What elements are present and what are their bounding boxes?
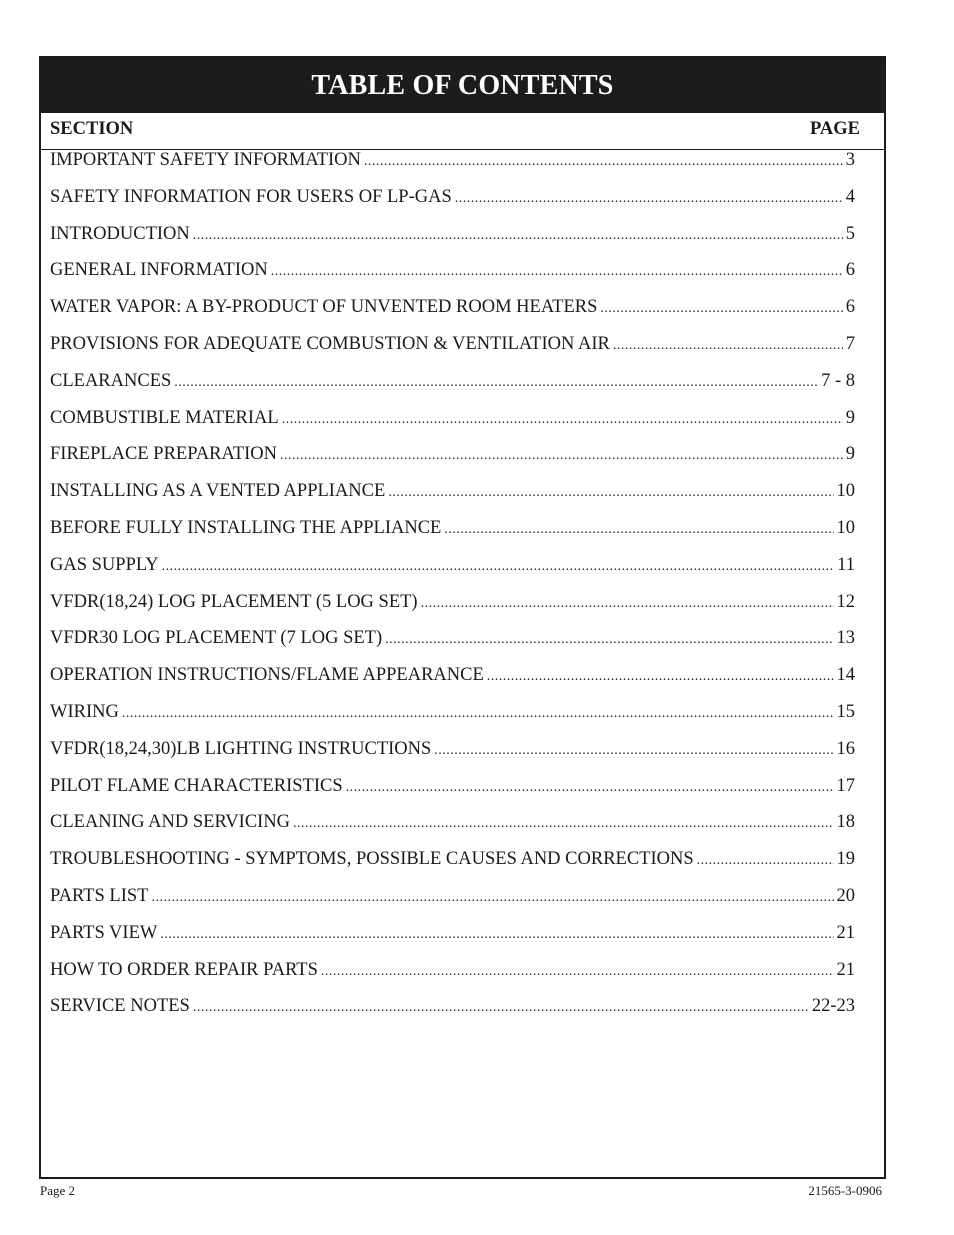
dot-leader xyxy=(434,743,833,759)
dot-leader xyxy=(160,927,833,943)
toc-entry xyxy=(50,408,855,445)
dot-leader xyxy=(174,375,818,391)
dot-leader xyxy=(271,264,843,280)
toc-entry xyxy=(50,628,855,665)
toc-entry-title: GENERAL INFORMATION xyxy=(50,260,268,281)
toc-entry xyxy=(50,776,855,813)
toc-entry-page: 9 xyxy=(845,444,855,465)
toc-entry-page: 11 xyxy=(837,554,855,575)
dot-leader xyxy=(613,338,843,354)
toc-entry xyxy=(50,150,855,187)
toc-entry-list xyxy=(50,150,855,1033)
dot-leader xyxy=(444,522,833,538)
toc-entry xyxy=(50,739,855,776)
toc-entry-page: 18 xyxy=(836,812,855,833)
toc-entry xyxy=(50,260,855,297)
dot-leader xyxy=(280,448,843,464)
toc-entry-title: VFDR(18,24) LOG PLACEMENT (5 LOG SET) xyxy=(50,591,418,612)
toc-entry-title: PARTS VIEW xyxy=(50,922,158,943)
toc-entry-page: 6 xyxy=(845,260,855,281)
toc-entry-page: 17 xyxy=(836,775,855,796)
dot-leader xyxy=(122,706,834,722)
toc-entry-title: BEFORE FULLY INSTALLING THE APPLIANCE xyxy=(50,517,442,538)
footer-document-number: 21565-3-0906 xyxy=(808,1183,882,1198)
dot-leader xyxy=(364,154,843,170)
toc-entry xyxy=(50,923,855,960)
toc-entry-title: SERVICE NOTES xyxy=(50,996,190,1017)
toc-entry-title: HOW TO ORDER REPAIR PARTS xyxy=(50,959,318,980)
toc-entry-title: SAFETY INFORMATION FOR USERS OF LP-GAS xyxy=(50,186,452,207)
toc-entry-title: TROUBLESHOOTING - SYMPTOMS, POSSIBLE CAUSES AND CORRECTIONS xyxy=(50,849,694,870)
toc-entry-page: 19 xyxy=(836,849,855,870)
toc-entry-title: PARTS LIST xyxy=(50,885,149,906)
toc-entry xyxy=(50,592,855,629)
dot-leader xyxy=(346,780,834,796)
toc-entry-page: 3 xyxy=(845,150,855,170)
toc-entry-page: 7 xyxy=(845,333,855,354)
toc-entry-title: VFDR(18,24,30)LB LIGHTING INSTRUCTIONS xyxy=(50,738,432,759)
toc-entry-title: COMBUSTIBLE MATERIAL xyxy=(50,407,279,428)
toc-entry-page: 22-23 xyxy=(811,996,855,1017)
toc-entry-title: FIREPLACE PREPARATION xyxy=(50,444,278,465)
toc-entry-title: OPERATION INSTRUCTIONS/FLAME APPEARANCE xyxy=(50,665,484,686)
toc-entry-page: 9 xyxy=(845,407,855,428)
toc-entry xyxy=(50,371,855,408)
toc-entry-title: INSTALLING AS A VENTED APPLIANCE xyxy=(50,481,386,502)
section-column-header: SECTION xyxy=(50,119,134,139)
toc-entry-page: 12 xyxy=(836,591,855,612)
toc-entry-page: 13 xyxy=(836,628,855,649)
toc-entry xyxy=(50,518,855,555)
column-headers xyxy=(41,113,884,150)
toc-entry-page: 10 xyxy=(836,517,855,538)
toc-entry-title: IMPORTANT SAFETY INFORMATION xyxy=(50,150,361,170)
toc-entry-title: CLEARANCES xyxy=(50,370,172,391)
toc-entry-title: PROVISIONS FOR ADEQUATE COMBUSTION & VENTILATION AIR xyxy=(50,333,610,354)
toc-entry xyxy=(50,886,855,923)
toc-entry-title: VFDR30 LOG PLACEMENT (7 LOG SET) xyxy=(50,628,383,649)
dot-leader xyxy=(600,301,842,317)
dot-leader xyxy=(193,1000,809,1016)
dot-leader xyxy=(697,853,834,869)
toc-entry-page: 16 xyxy=(836,738,855,759)
toc-entry-page: 20 xyxy=(836,885,855,906)
toc-entry-page: 6 xyxy=(845,297,855,318)
toc-entry xyxy=(50,187,855,224)
toc-entry xyxy=(50,960,855,997)
toc-entry-page: 7 - 8 xyxy=(821,370,855,391)
toc-entry-title: CLEANING AND SERVICING xyxy=(50,812,291,833)
dot-leader xyxy=(487,669,834,685)
dot-leader xyxy=(282,412,843,428)
toc-entry-page: 10 xyxy=(836,481,855,502)
toc-entry xyxy=(50,996,855,1033)
dot-leader xyxy=(421,596,834,612)
dot-leader xyxy=(151,890,833,906)
toc-entry-title: WIRING xyxy=(50,701,119,722)
toc-entry-page: 21 xyxy=(836,959,855,980)
toc-entry-title: GAS SUPPLY xyxy=(50,554,159,575)
toc-entry xyxy=(50,665,855,702)
toc-entry xyxy=(50,444,855,481)
toc-entry-title: INTRODUCTION xyxy=(50,223,190,244)
toc-entry-page: 4 xyxy=(845,186,855,207)
toc-entry xyxy=(50,702,855,739)
dot-leader xyxy=(388,485,833,501)
toc-entry xyxy=(50,297,855,334)
dot-leader xyxy=(293,816,833,832)
page-column-header: PAGE xyxy=(809,119,860,139)
page-title: TABLE OF CONTENTS xyxy=(41,58,884,113)
toc-entry-page: 15 xyxy=(836,701,855,722)
dot-leader xyxy=(193,228,843,244)
toc-entry xyxy=(50,224,855,261)
toc-entry xyxy=(50,812,855,849)
dot-leader xyxy=(321,964,834,980)
toc-entry-page: 5 xyxy=(845,223,855,244)
toc-entry xyxy=(50,555,855,592)
dot-leader xyxy=(455,191,843,207)
dot-leader xyxy=(162,559,835,575)
toc-entry xyxy=(50,849,855,886)
toc-entry-title: PILOT FLAME CHARACTERISTICS xyxy=(50,775,343,796)
dot-leader xyxy=(385,632,833,648)
toc-entry-page: 21 xyxy=(836,922,855,943)
toc-entry xyxy=(50,481,855,518)
toc-entry xyxy=(50,334,855,371)
toc-entry-title: WATER VAPOR: A BY-PRODUCT OF UNVENTED ROOM HEATERS xyxy=(50,297,598,318)
footer-page-number: Page 2 xyxy=(40,1183,76,1198)
toc-entry-page: 14 xyxy=(836,665,855,686)
table-of-contents-box xyxy=(39,56,886,1179)
